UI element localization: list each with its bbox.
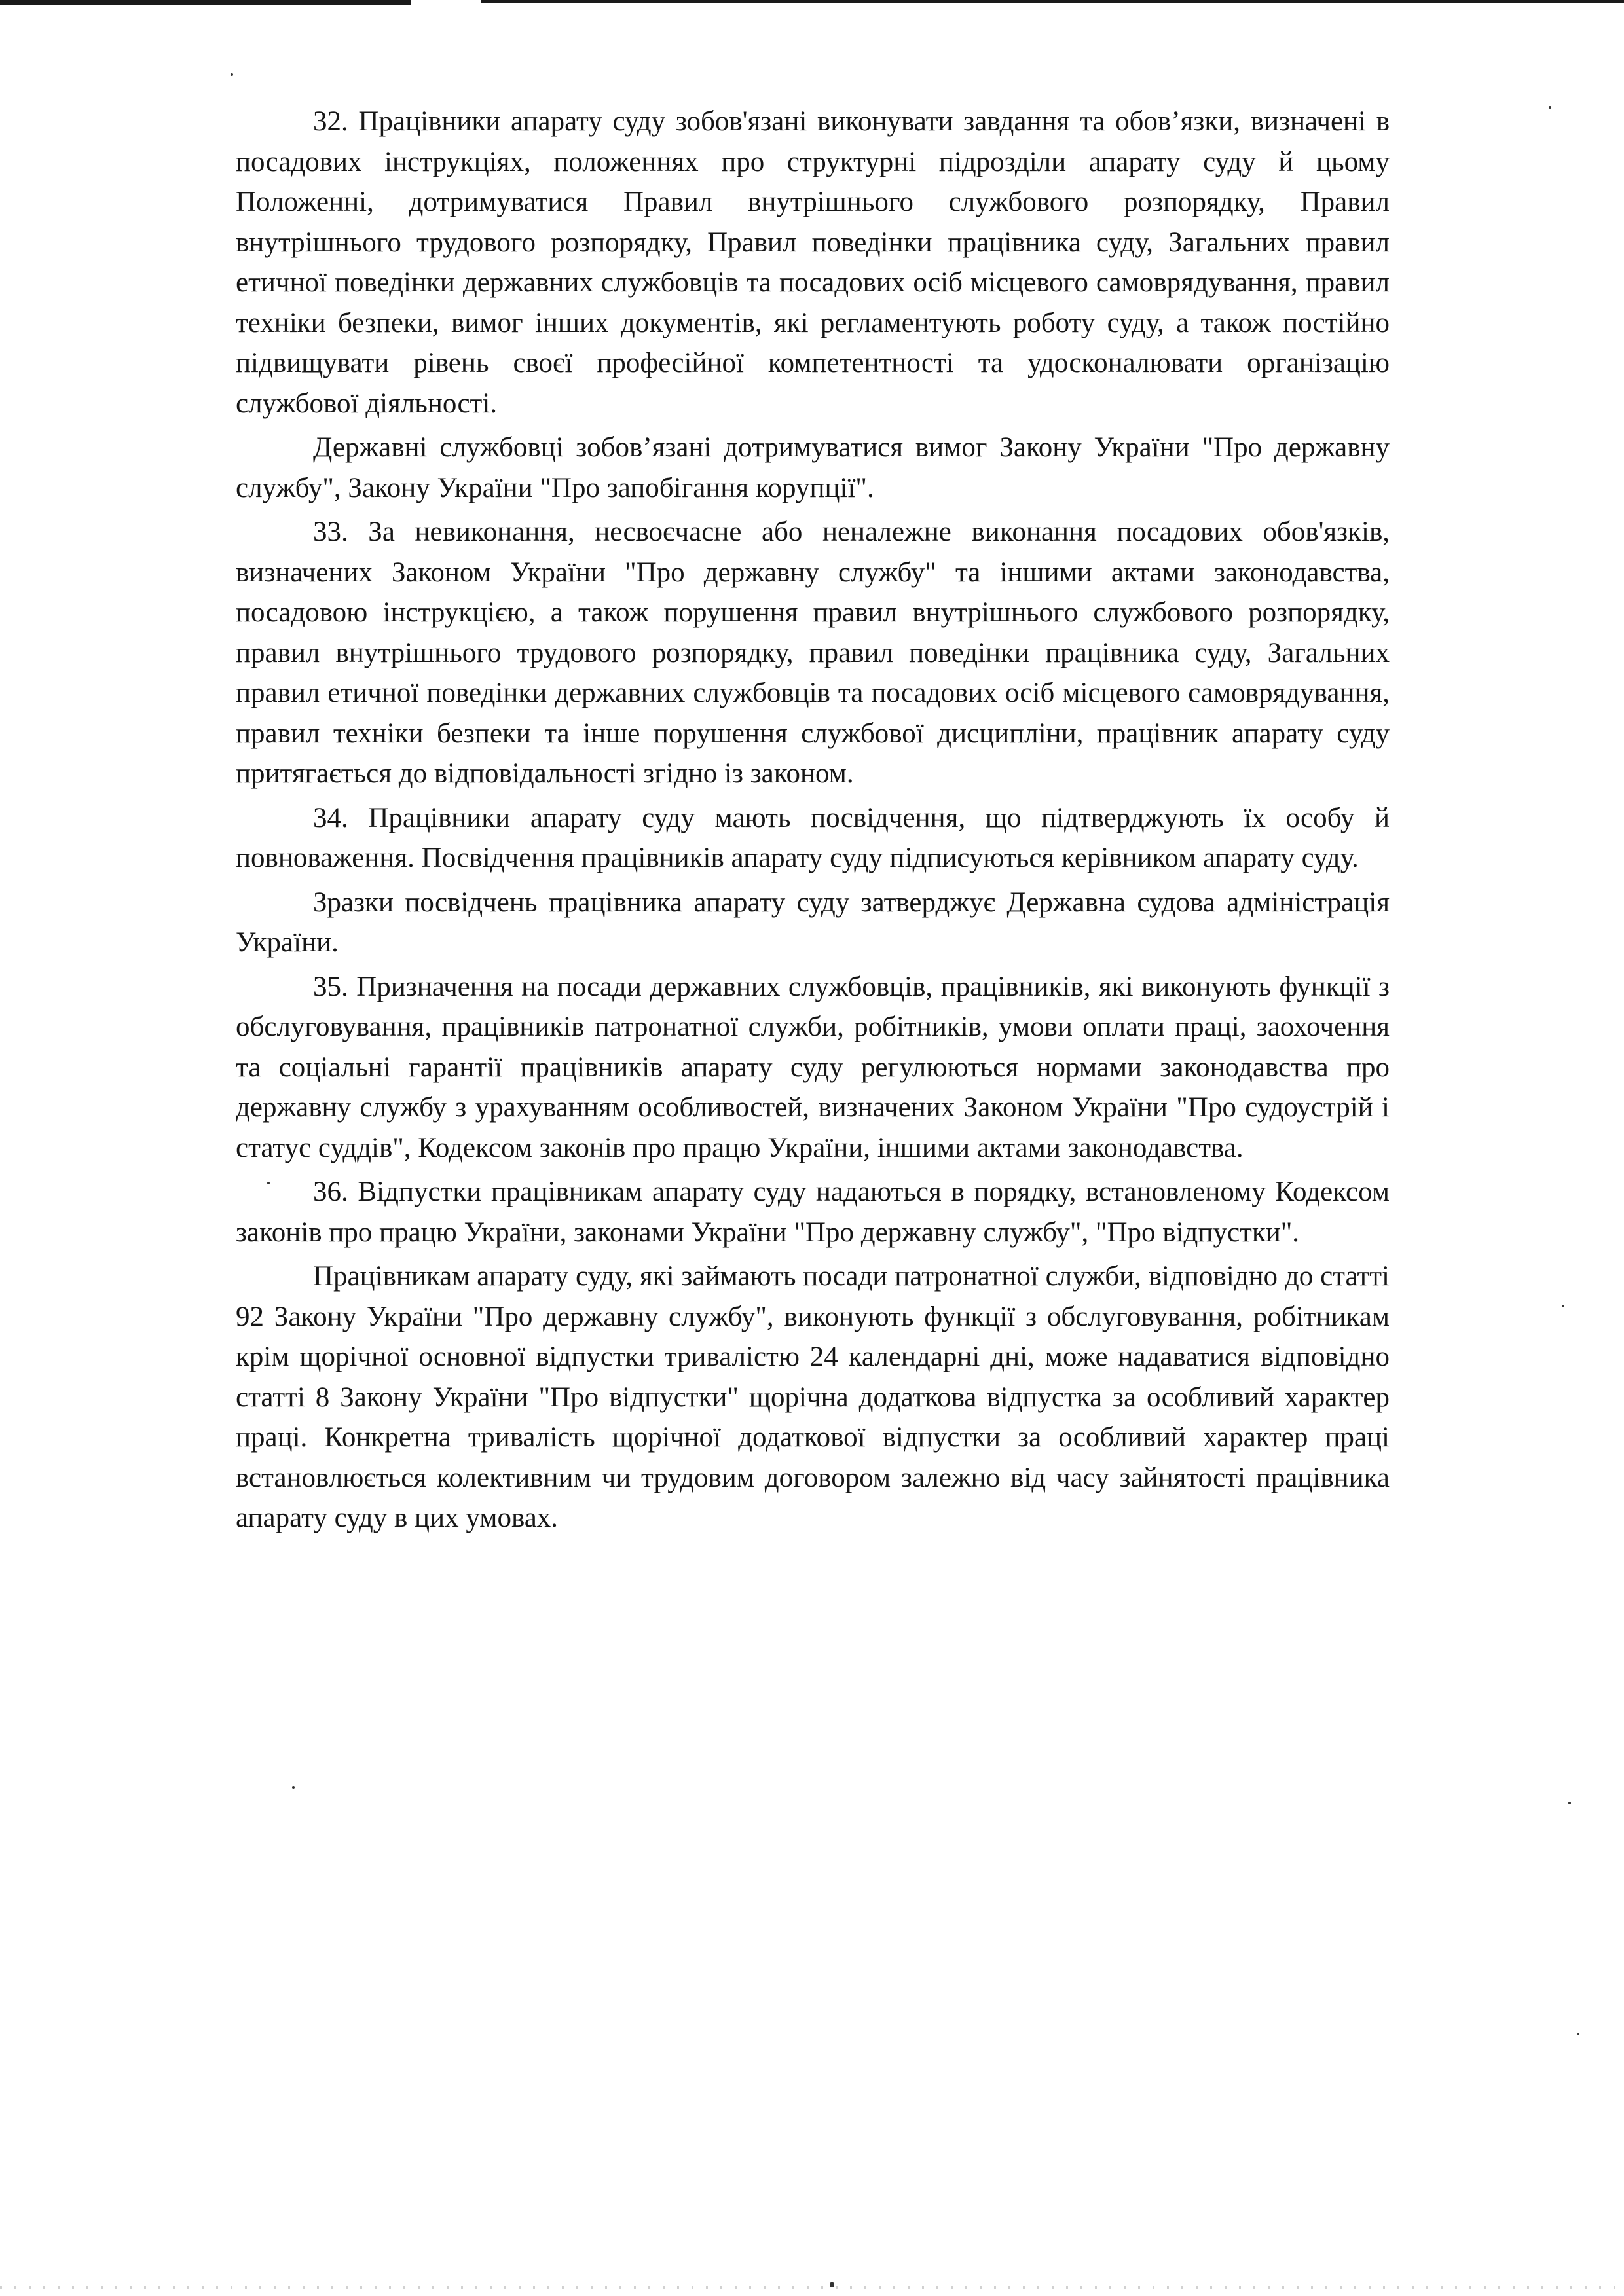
paragraph-id-samples: Зразки посвідчень працівника апарату суду затверджує Державна судова адміністрація України. bbox=[236, 886, 1390, 958]
document-body bbox=[236, 101, 1390, 1542]
scan-speck bbox=[231, 73, 233, 76]
scan-speck bbox=[1549, 106, 1551, 109]
scan-edge-mark-right bbox=[481, 0, 1624, 3]
scan-speck bbox=[292, 1786, 295, 1789]
paragraph-34: 34. Працівники апарату суду мають посвідчення, що підтверджують їх особу й повноваження. Посвідчення працівників апарату суду підписуються керівником апарату суду. bbox=[236, 802, 1390, 873]
scan-speck bbox=[1562, 1305, 1564, 1307]
paragraph-36: 36. Відпустки працівникам апарату суду надаються в порядку, встановленому Кодексом законів про працю України, законами України "Про державну службу", "Про відпустки". bbox=[236, 1176, 1390, 1248]
scan-speck bbox=[1568, 1802, 1571, 1804]
scan-speck bbox=[1577, 2033, 1579, 2035]
scan-bottom-edge bbox=[0, 2286, 1624, 2289]
paragraph-33: 33. За невиконання, несвоєчасне або неналежне виконання посадових обов'язків, визначених Законом України "Про державну службу" та іншими актами законодавства, посадовою інструкцією, а також порушення правил внутрішнього службового розпорядку, правил внутрішнього трудового розпорядку, правил поведінки працівника суду, Загальних правил етичної поведінки державних службовців та посадових осіб місцевого самоврядування, правил техніки безпеки та інше порушення службової дисципліни, працівник апарату суду притягається до відповідальності згідно із законом. bbox=[236, 517, 1390, 789]
scan-edge-mark-left bbox=[0, 0, 411, 5]
paragraph-32: 32. Працівники апарату суду зобов'язані виконувати завдання та обов’язки, визначені в посадових інструкціях, положеннях про структурні підрозділи апарату суду й цьому Положенні, дотримуватися Правил внутрішнього службового розпорядку, Правил внутрішнього трудового розпорядку, Правил поведінки працівника суду, Загальних правил етичної поведінки державних службовців та посадових осіб місцевого самоврядування, правил техніки безпеки, вимог інших документів, які регламентують роботу суду, а також постійно підвищувати рівень своєї професійної компетентності та удосконалювати організацію службової діяльності. bbox=[236, 106, 1390, 419]
paragraph-patronage-leave: Працівникам апарату суду, які займають посади патронатної служби, відповідно до статті 92 Закону України "Про державну службу", виконують функції з обслуговування, робітникам крім щорічної основної відпустки тривалістю 24 календарні дні, може надаватися відповідно статті 8 Закону України "Про відпустки" щорічна додаткова відпустка за особливий характер праці. Конкретна тривалість щорічної додаткової відпустки за особливий характер праці встановлюється колективним чи трудовим договором залежно від часу зайнятості працівника апарату суду в цих умовах. bbox=[236, 1261, 1390, 1533]
paragraph-35: 35. Призначення на посади державних службовців, працівників, які виконують функції з обслуговування, працівників патронатної служби, робітників, умови оплати праці, заохочення та соціальні гарантії працівників апарату суду регулюються нормами законодавства про державну службу з урахуванням особливостей, визначених Законом України "Про судоустрій і статус суддів", Кодексом законів про працю України, іншими актами законодавства. bbox=[236, 971, 1390, 1163]
paragraph-civil-servants-duties: Державні службовці зобов’язані дотримуватися вимог Закону України "Про державну службу", Закону України "Про запобігання корупції". bbox=[236, 432, 1390, 503]
